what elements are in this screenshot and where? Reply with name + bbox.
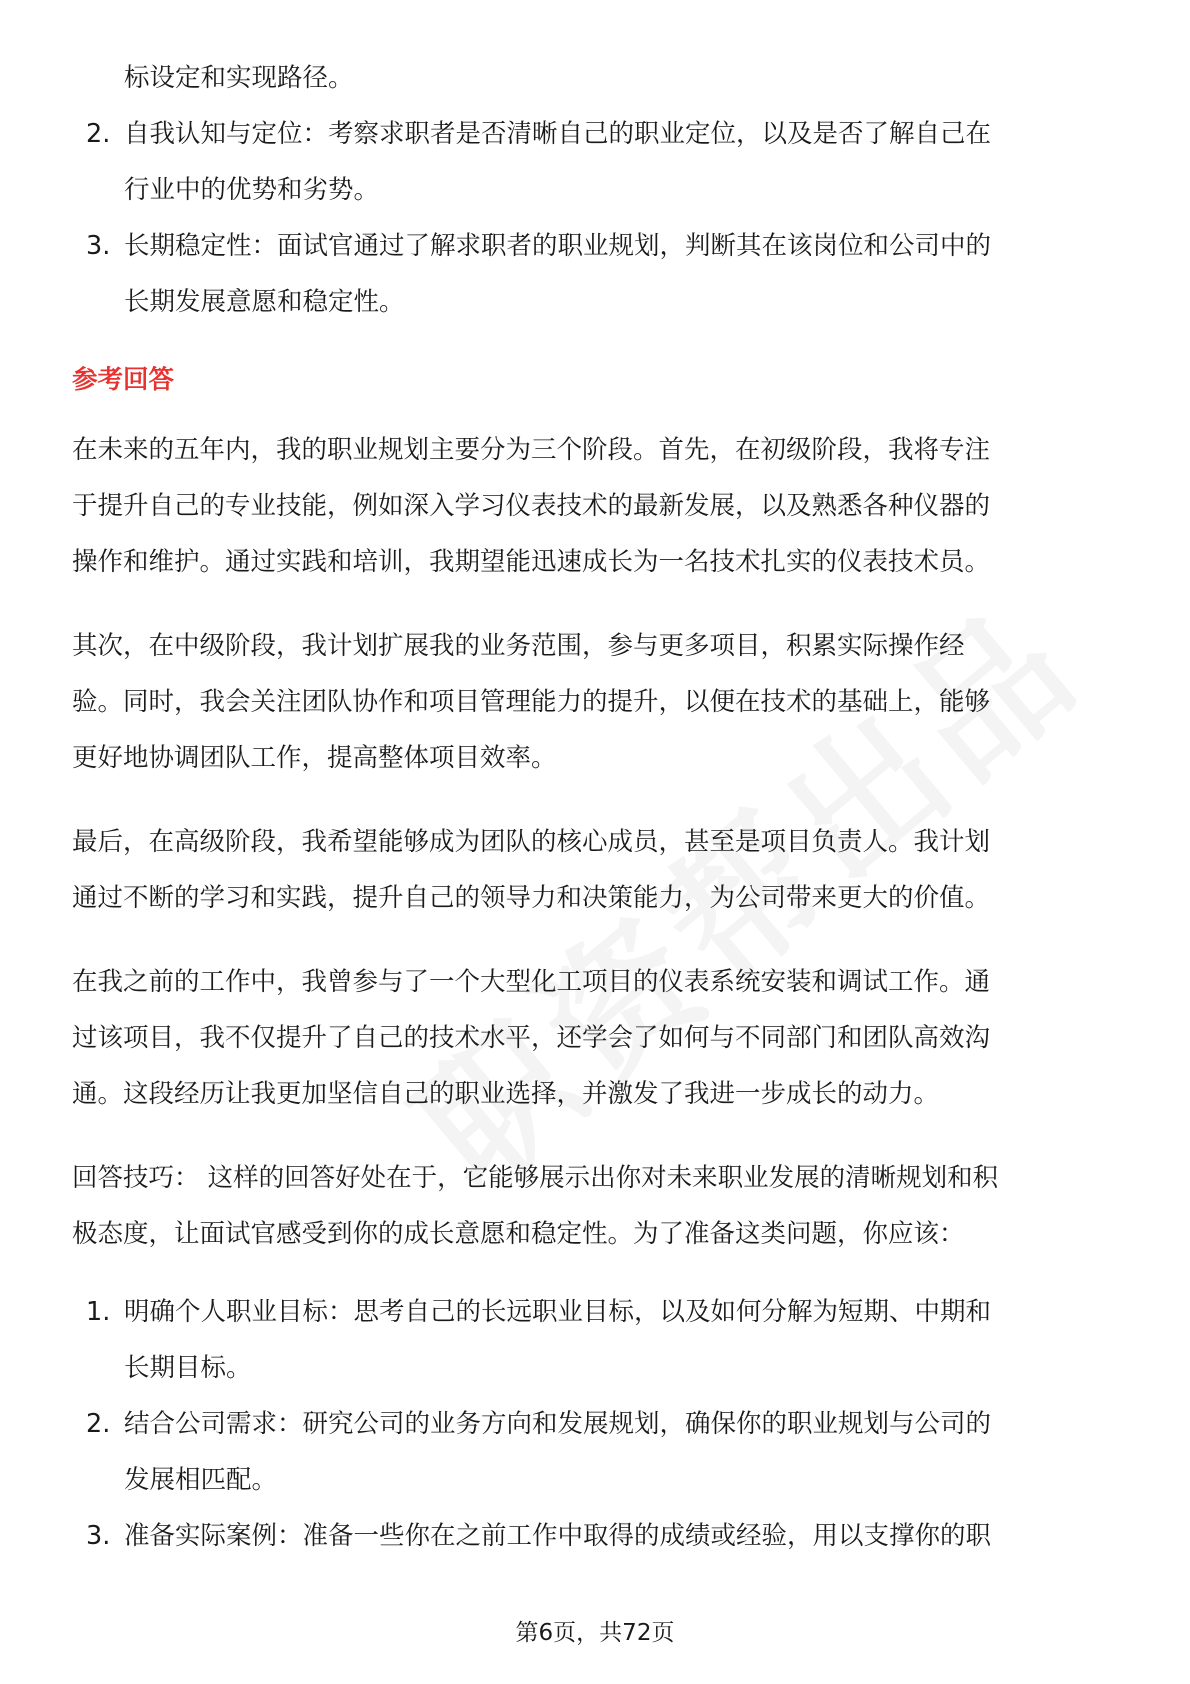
text-line: 通过不断的学习和实践，提升自己的领导力和决策能力，为公司带来更大的价值。 (72, 883, 991, 913)
text-line: 通。这段经历让我更加坚信自己的职业选择，并激发了我进一步成长的动力。 (72, 1079, 940, 1109)
list-number: 1. (86, 1297, 111, 1327)
text-line: 更好地协调团队工作，提高整体项目效率。 (72, 743, 557, 773)
text-line: 在未来的五年内，我的职业规划主要分为三个阶段。首先，在初级阶段，我将专注 (72, 435, 991, 465)
paragraph (72, 954, 1124, 1122)
text-line: 最后，在高级阶段，我希望能够成为团队的核心成员，甚至是项目负责人。我计划 (72, 827, 991, 857)
list-item (72, 218, 1124, 330)
paragraph (72, 1150, 1124, 1262)
text-line: 长期稳定性：面试官通过了解求职者的职业规划，判断其在该岗位和公司中的 (124, 231, 992, 261)
text-line: 自我认知与定位：考察求职者是否清晰自己的职业定位，以及是否了解自己在 (124, 119, 992, 149)
text-line: 结合公司需求：研究公司的业务方向和发展规划，确保你的职业规划与公司的 (124, 1409, 992, 1439)
section-heading: 参考回答 (72, 365, 175, 395)
list-item-text (124, 218, 1124, 330)
paragraph (72, 618, 1124, 786)
list-item-text (124, 1396, 1124, 1508)
list-number: 2. (86, 119, 111, 149)
list-continuation-line: 标设定和实现路径。 (124, 63, 354, 93)
text-line: 行业中的优势和劣势。 (124, 175, 380, 205)
text-line: 准备实际案例：准备一些你在之前工作中取得的成绩或经验，用以支撑你的职 (124, 1521, 992, 1551)
paragraph (72, 422, 1124, 590)
page-content (72, 50, 1124, 1564)
text-line: 验。同时，我会关注团队协作和项目管理能力的提升，以便在技术的基础上，能够 (72, 687, 991, 717)
paragraph (72, 814, 1124, 926)
list-item (72, 1284, 1124, 1396)
text-line: 在我之前的工作中，我曾参与了一个大型化工项目的仪表系统安装和调试工作。通 (72, 967, 991, 997)
list-item-text (124, 1508, 1124, 1564)
list-item (72, 106, 1124, 218)
list-item-text (124, 1284, 1124, 1396)
text-line: 于提升自己的专业技能，例如深入学习仪表技术的最新发展，以及熟悉各种仪器的 (72, 491, 991, 521)
tips-numbered-list (72, 1284, 1124, 1564)
spacer (72, 330, 1124, 352)
text-line: 长期目标。 (124, 1353, 252, 1383)
text-line: 明确个人职业目标：思考自己的长远职业目标，以及如何分解为短期、中期和 (124, 1297, 992, 1327)
list-item (72, 1508, 1124, 1564)
text-line: 极态度，让面试官感受到你的成长意愿和稳定性。为了准备这类问题，你应该： (72, 1219, 965, 1249)
text-line: 发展相匹配。 (124, 1465, 278, 1495)
list-item (72, 1396, 1124, 1508)
top-numbered-list (72, 50, 1124, 330)
text-line: 操作和维护。通过实践和培训，我期望能迅速成长为一名技术扎实的仪表技术员。 (72, 547, 991, 577)
page-footer: 第6页，共72页 (515, 1620, 675, 1646)
text-line: 回答技巧： 这样的回答好处在于，它能够展示出你对未来职业发展的清晰规划和积 (72, 1163, 999, 1193)
text-line: 长期发展意愿和稳定性。 (124, 287, 405, 317)
list-number: 3. (86, 231, 111, 261)
list-number: 2. (86, 1409, 111, 1439)
list-number: 3. (86, 1521, 111, 1551)
text-line: 其次，在中级阶段，我计划扩展我的业务范围，参与更多项目，积累实际操作经 (72, 631, 965, 661)
text-line: 过该项目，我不仅提升了自己的技术水平，还学会了如何与不同部门和团队高效沟 (72, 1023, 991, 1053)
list-item-text (124, 106, 1124, 218)
